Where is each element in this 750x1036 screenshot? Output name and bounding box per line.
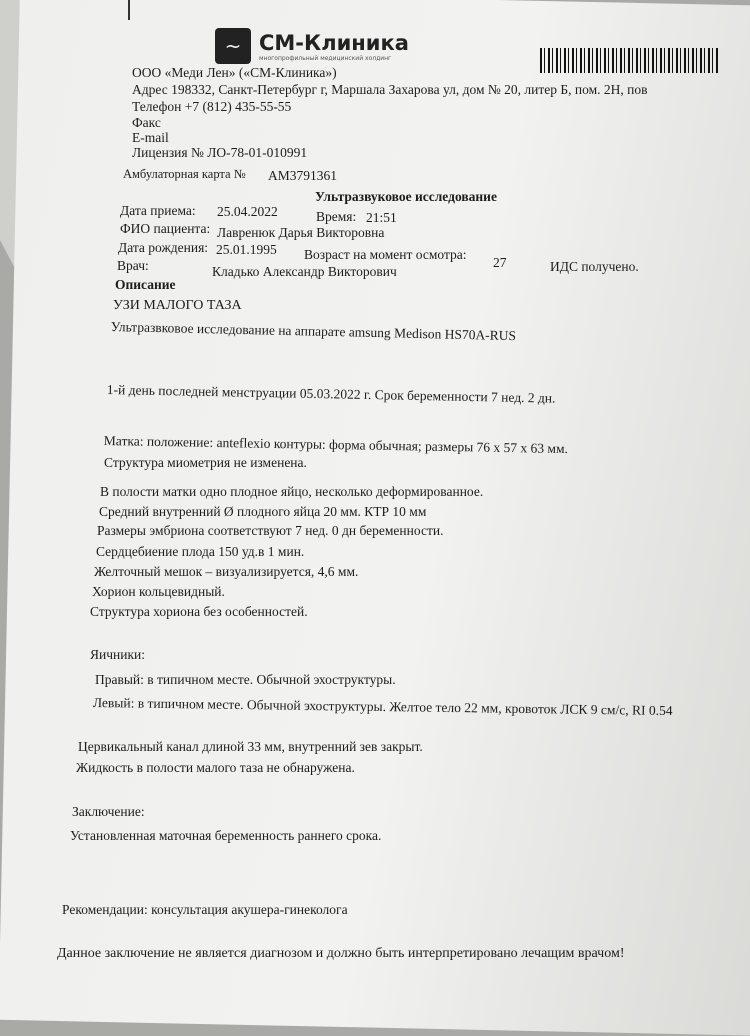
phone: Телефон +7 (812) 435-55-55 — [132, 99, 292, 114]
patient-name: Лавренюк Дарья Викторовна — [217, 225, 385, 240]
cervix-line: Цервикальный канал длиной 33 мм, внутренний зев закрыт. — [78, 739, 423, 754]
left-ovary: Левый: в типичном месте. Обычной эхоструктуры. Желтое тело 22 мм, кровоток ЛСК 9 см/с, RI 0.54 — [92, 695, 673, 719]
clinic-logo — [215, 28, 409, 64]
right-ovary: Правый: в типичном месте. Обычной эхоструктуры. — [95, 672, 396, 687]
license: Лицензия № ЛО-78-01-010991 — [132, 145, 308, 160]
lmp-line: 1-й день последней менструации 05.03.2022 г. Срок беременности 7 нед. 2 дн. — [106, 382, 556, 406]
email: E-mail — [132, 130, 169, 145]
doctor-name: Кладько Александр Викторович — [212, 264, 397, 279]
logo-subtitle: многопрофильный медицинский холдинг — [259, 54, 392, 62]
uterus-line: Матка: положение: anteflexio контуры: форма обычная; размеры 76 х 57 х 63 мм. — [103, 433, 569, 457]
pen-mark — [128, 0, 130, 20]
visit-date: 25.04.2022 — [217, 204, 278, 219]
age-label: Возраст на момент осмотра: — [304, 247, 467, 262]
chorion-structure-line: Структура хориона без особенностей. — [90, 604, 308, 619]
logo-name: СМ-Клиника — [259, 30, 409, 55]
card-label: Амбулаторная карта № — [123, 167, 246, 181]
document-title: Ультразвуковое исследование — [315, 189, 497, 204]
birth-date: 25.01.1995 — [216, 242, 277, 257]
exam-type: УЗИ МАЛОГО ТАЗА — [113, 298, 242, 313]
fax: Факс — [132, 115, 161, 130]
card-number: АМ3791361 — [268, 168, 338, 183]
recommendations: Рекомендации: консультация акушера-гинеколога — [62, 902, 348, 917]
address: Адрес 198332, Санкт-Петербург г, Маршала Захарова ул, дом № 20, литер Б, пом. 2Н, пов — [132, 82, 648, 97]
fluid-line: Жидкость в полости малого таза не обнаружена. — [76, 760, 355, 775]
diameter-line: Средний внутренний Ø плодного яйца 20 мм. КТР 10 мм — [99, 504, 427, 519]
yolk-line: Желточный мешок – визуализируется, 4,6 мм. — [94, 564, 359, 579]
consent-status: ИДС получено. — [550, 259, 639, 274]
description-heading: Описание — [115, 277, 176, 292]
chorion-line: Хорион кольцевидный. — [92, 584, 225, 599]
device: Ультразвковое исследование на аппарате amsung Medison HS70A-RUS — [110, 319, 517, 344]
date-label: Дата приема: — [120, 203, 196, 218]
time-label: Время: — [316, 209, 357, 224]
embryo-line: Размеры эмбриона соответствуют 7 нед. 0 дн беременности. — [97, 523, 444, 538]
barcode — [540, 48, 720, 73]
name-label: ФИО пациента: — [120, 221, 211, 236]
egg-line: В полости матки одно плодное яйцо, несколько деформированное. — [100, 484, 484, 499]
ovaries-heading: Яичники: — [90, 647, 146, 662]
myometrium-line: Структура миометрия не изменена. — [104, 455, 307, 470]
doctor-label: Врач: — [117, 258, 149, 273]
conclusion-heading: Заключение: — [72, 804, 145, 819]
disclaimer: Данное заключение не является диагнозом и должно быть интерпретировано лечащим врачом! — [57, 946, 625, 961]
visit-time: 21:51 — [366, 210, 397, 225]
org-name: ООО «Меди Лен» («СМ-Клиника») — [132, 65, 337, 80]
logo-icon: ~ — [215, 28, 251, 64]
dob-label: Дата рождения: — [118, 240, 209, 255]
heartbeat-line: Сердцебиение плода 150 уд.в 1 мин. — [96, 544, 305, 559]
conclusion-text: Установленная маточная беременность раннего срока. — [70, 828, 382, 843]
age-value: 27 — [493, 255, 507, 270]
